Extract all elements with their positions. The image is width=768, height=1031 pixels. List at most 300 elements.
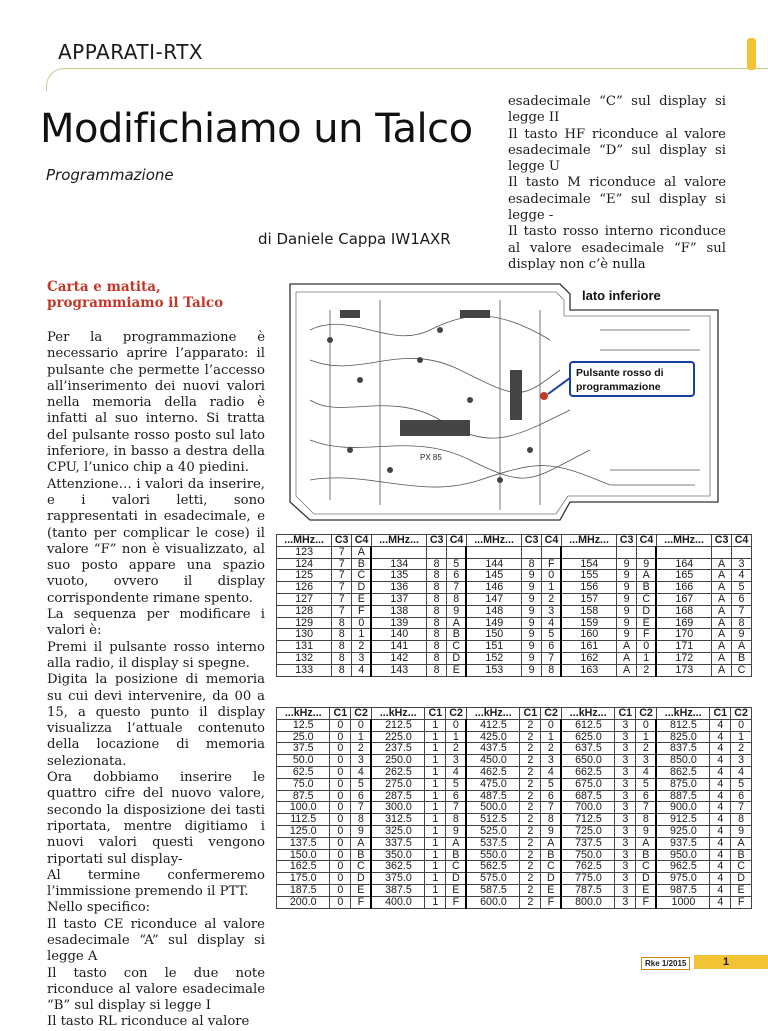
table-cell: C <box>731 861 752 873</box>
table-cell: 9 <box>522 629 542 641</box>
table-cell: 0 <box>330 814 351 826</box>
paragraph: Il tasto con le due note riconduce al valore esadecimale “B” sul display si legge I <box>47 965 265 1014</box>
table-cell: 0 <box>330 825 351 837</box>
table-cell <box>542 546 562 558</box>
table-cell: 262.5 <box>371 766 424 778</box>
table-cell: 4 <box>636 766 657 778</box>
table-cell: 7 <box>351 802 372 814</box>
table-cell: 1 <box>425 731 446 743</box>
table-cell: 8 <box>522 558 542 570</box>
table-cell: 3 <box>615 778 636 790</box>
table-header-row <box>277 535 752 547</box>
table-cell: 146 <box>466 582 521 594</box>
table-row <box>277 861 752 873</box>
table-cell: 1 <box>637 652 657 664</box>
table-cell: 937.5 <box>656 837 709 849</box>
table-cell: 387.5 <box>371 884 424 896</box>
table-cell: 787.5 <box>561 884 614 896</box>
table-cell: 1 <box>425 743 446 755</box>
table-cell: 7 <box>332 570 352 582</box>
table-cell: 3 <box>615 790 636 802</box>
table-cell: 5 <box>541 778 562 790</box>
table-cell: 5 <box>731 778 752 790</box>
table-cell: 8 <box>332 641 352 653</box>
table-cell: 1 <box>425 873 446 885</box>
paragraph: Nello specifico: <box>47 900 151 916</box>
table-cell: 3 <box>615 861 636 873</box>
table-cell: A <box>351 837 372 849</box>
table-cell: 9 <box>522 582 542 594</box>
article-title: Modifichiamo un Talco <box>40 106 473 152</box>
table-cell: D <box>447 652 467 664</box>
table-cell: F <box>352 605 372 617</box>
table-cell: 0 <box>330 884 351 896</box>
table-cell: 462.5 <box>466 766 519 778</box>
table-cell: C <box>352 570 372 582</box>
table-cell: 8 <box>427 582 447 594</box>
table-cell: 9 <box>617 582 637 594</box>
table-cell: 2 <box>520 814 541 826</box>
table-cell: C <box>541 861 562 873</box>
table-cell: 100.0 <box>277 802 330 814</box>
table-cell: 4 <box>541 766 562 778</box>
table-cell: 662.5 <box>561 766 614 778</box>
table-cell: 912.5 <box>656 814 709 826</box>
table-cell: A <box>636 837 657 849</box>
table-cell: 7 <box>731 802 752 814</box>
table-cell: 171 <box>656 641 711 653</box>
table-cell: B <box>732 652 752 664</box>
table-cell: F <box>637 629 657 641</box>
table-cell: 962.5 <box>656 861 709 873</box>
table-cell: 762.5 <box>561 861 614 873</box>
table-cell: 123 <box>277 546 332 558</box>
table-cell: 412.5 <box>466 719 519 731</box>
table-cell: 4 <box>710 873 731 885</box>
table-cell: 925.0 <box>656 825 709 837</box>
section-heading: Carta e matita, programmiamo il Talco <box>47 279 224 312</box>
table-cell: 7 <box>332 558 352 570</box>
table-cell: 9 <box>732 629 752 641</box>
table-cell: 3 <box>615 873 636 885</box>
section-label: APPARATI-RTX <box>58 40 204 64</box>
table-cell: 8 <box>427 605 447 617</box>
table-row <box>277 546 752 558</box>
table-cell: 8 <box>541 814 562 826</box>
table-cell: 0 <box>330 802 351 814</box>
paragraph: Ora dobbiamo inserire le quattro cifre del nuovo valore, secondo la disposizione dei tasti riportata, mentre digitiamo i nuovi valori questi vengono riportati sul display- <box>47 770 265 867</box>
table-cell: 0 <box>330 743 351 755</box>
paragraph: La sequenza per modificare i valori è: <box>47 607 265 639</box>
table-cell: 9 <box>617 558 637 570</box>
table-row <box>277 814 752 826</box>
table-cell: 166 <box>656 582 711 594</box>
table-cell: 9 <box>617 629 637 641</box>
table-row <box>277 790 752 802</box>
table-cell: 850.0 <box>656 755 709 767</box>
table-row <box>277 743 752 755</box>
table-cell: 3 <box>615 814 636 826</box>
table-row <box>277 755 752 767</box>
table-cell: 625.0 <box>561 731 614 743</box>
table-cell: D <box>541 873 562 885</box>
table-cell: 0 <box>330 837 351 849</box>
table-cell: 1 <box>425 837 446 849</box>
table-cell: 7 <box>732 605 752 617</box>
table-cell: 4 <box>710 731 731 743</box>
table-cell: 1 <box>636 731 657 743</box>
table-cell: 5 <box>732 582 752 594</box>
table-cell: 4 <box>710 861 731 873</box>
table-cell: A <box>617 664 637 676</box>
table-cell: 987.5 <box>656 884 709 896</box>
table-cell: 25.0 <box>277 731 330 743</box>
table-cell: 2 <box>351 743 372 755</box>
table-cell: 150 <box>466 629 521 641</box>
table-cell: 337.5 <box>371 837 424 849</box>
paragraph: Al termine confermeremo l’immissione premendo il PTT. <box>47 867 265 900</box>
table-cell: 350.0 <box>371 849 424 861</box>
table-cell: F <box>542 558 562 570</box>
table-cell: 8 <box>447 593 467 605</box>
table-cell: 8 <box>427 652 447 664</box>
svg-text:Pulsante rosso di: Pulsante rosso di <box>576 367 664 379</box>
table-cell: 125.0 <box>277 825 330 837</box>
table-cell: 4 <box>710 825 731 837</box>
table-row <box>277 652 752 664</box>
table-cell: 160 <box>561 629 616 641</box>
table-cell: 0 <box>330 790 351 802</box>
table-cell: 175.0 <box>277 873 330 885</box>
paragraph: Per la programmazione è necessario aprire l’apparato: il pulsante che permette l’accesso all’inserimento dei nuovi valori nella memoria della radio è infatti al suo interno. Si tratta del pulsante rosso posto sul lato inferiore, in basso a destra della CPU, l’unico chip a 40 piedini. <box>47 330 265 476</box>
table-cell: 2 <box>542 593 562 605</box>
table-cell: 600.0 <box>466 896 519 908</box>
table-cell: C <box>351 861 372 873</box>
red-button-marker <box>540 392 548 400</box>
table-cell: D <box>351 873 372 885</box>
table-cell: A <box>712 652 732 664</box>
table-cell: 2 <box>520 884 541 896</box>
table-cell: A <box>352 546 372 558</box>
table-cell: 650.0 <box>561 755 614 767</box>
table-cell: 325.0 <box>371 825 424 837</box>
table-cell: 4 <box>351 766 372 778</box>
table-cell: 562.5 <box>466 861 519 873</box>
column-header: C1 <box>710 708 731 720</box>
table-cell: 0 <box>330 731 351 743</box>
table-cell: 9 <box>522 570 542 582</box>
table-cell: 4 <box>710 849 731 861</box>
table-cell: F <box>731 896 752 908</box>
table-cell: 612.5 <box>561 719 614 731</box>
column-header: C1 <box>425 708 446 720</box>
table-cell: E <box>636 884 657 896</box>
table-cell: 158 <box>561 605 616 617</box>
table-cell: 0 <box>446 719 467 731</box>
table-cell: 135 <box>371 570 426 582</box>
table-cell: B <box>446 849 467 861</box>
table-row <box>277 766 752 778</box>
table-cell: 3 <box>615 896 636 908</box>
table-cell: A <box>712 558 732 570</box>
column-header: ...MHz... <box>561 535 616 547</box>
table-cell: E <box>541 884 562 896</box>
table-cell <box>656 546 711 558</box>
table-cell: 4 <box>710 743 731 755</box>
table-cell: 9 <box>522 617 542 629</box>
table-cell: 142 <box>371 652 426 664</box>
paragraph: Il tasto HF riconduce al valore esadecimale “D” sul display si legge U <box>508 126 726 175</box>
table-cell: 143 <box>371 664 426 676</box>
table-cell: 837.5 <box>656 743 709 755</box>
table-cell: 9 <box>522 664 542 676</box>
table-cell: A <box>617 641 637 653</box>
table-cell: B <box>636 849 657 861</box>
paragraph: Premi il pulsante rosso interno alla radio, il display si spegne. <box>47 639 265 671</box>
table-cell: 2 <box>520 873 541 885</box>
table-cell: 145 <box>466 570 521 582</box>
table-row <box>277 719 752 731</box>
table-cell: 2 <box>520 861 541 873</box>
table-cell: 8 <box>351 814 372 826</box>
table-cell: 8 <box>332 664 352 676</box>
table-cell: 1 <box>425 755 446 767</box>
table-cell: F <box>541 896 562 908</box>
table-row <box>277 837 752 849</box>
table-cell: 163 <box>561 664 616 676</box>
table-cell: 4 <box>710 837 731 849</box>
table-cell: 5 <box>542 629 562 641</box>
table-cell: 3 <box>615 731 636 743</box>
table-cell: 2 <box>520 825 541 837</box>
table-row <box>277 629 752 641</box>
table-cell: 425.0 <box>466 731 519 743</box>
table-cell: 0 <box>330 849 351 861</box>
table-cell: 3 <box>615 802 636 814</box>
table-cell: F <box>636 896 657 908</box>
table-cell: D <box>636 873 657 885</box>
table-cell: 500.0 <box>466 802 519 814</box>
table-cell: A <box>731 837 752 849</box>
table-cell: 312.5 <box>371 814 424 826</box>
table-cell: 5 <box>446 778 467 790</box>
table-cell: 1 <box>425 790 446 802</box>
issue-badge: Rke 1/2015 <box>641 957 690 970</box>
table-cell: A <box>712 605 732 617</box>
table-cell: 4 <box>446 766 467 778</box>
table-cell: 537.5 <box>466 837 519 849</box>
table-cell: A <box>541 837 562 849</box>
table-cell: B <box>447 629 467 641</box>
table-cell: 137 <box>371 593 426 605</box>
table-cell: 6 <box>351 790 372 802</box>
table-cell: 6 <box>732 593 752 605</box>
table-cell: 3 <box>615 825 636 837</box>
column-header: C3 <box>427 535 447 547</box>
table-cell: 1000 <box>656 896 709 908</box>
table-cell: 6 <box>447 570 467 582</box>
table-cell: 9 <box>447 605 467 617</box>
table-cell: 212.5 <box>371 719 424 731</box>
table-cell: 4 <box>710 778 731 790</box>
table-cell: 8 <box>427 558 447 570</box>
paragraph: Il tasto M riconduce al valore esadecimale “E” sul display si legge - <box>508 175 726 224</box>
table-cell: 3 <box>636 755 657 767</box>
table-cell: 127 <box>277 593 332 605</box>
table-cell <box>617 546 637 558</box>
table-cell: A <box>712 593 732 605</box>
table-cell: 1 <box>542 582 562 594</box>
table-cell: D <box>637 605 657 617</box>
table-cell: 3 <box>351 755 372 767</box>
table-cell: E <box>731 884 752 896</box>
table-cell: 512.5 <box>466 814 519 826</box>
table-cell: 9 <box>522 652 542 664</box>
table-cell: 8 <box>427 664 447 676</box>
table-cell: 140 <box>371 629 426 641</box>
table-row <box>277 884 752 896</box>
table-cell: 2 <box>636 743 657 755</box>
table-row <box>277 582 752 594</box>
table-cell: 1 <box>425 884 446 896</box>
column-header: ...kHz... <box>561 708 614 720</box>
table-cell: 136 <box>371 582 426 594</box>
column-header: C4 <box>447 535 467 547</box>
table-cell: 250.0 <box>371 755 424 767</box>
table-cell: 9 <box>617 605 637 617</box>
table-cell: C <box>637 593 657 605</box>
table-cell: 8 <box>731 814 752 826</box>
table-cell: D <box>446 873 467 885</box>
table-cell: 112.5 <box>277 814 330 826</box>
table-cell: 156 <box>561 582 616 594</box>
table-cell: 75.0 <box>277 778 330 790</box>
table-row <box>277 873 752 885</box>
table-cell: 134 <box>371 558 426 570</box>
table-cell: 275.0 <box>371 778 424 790</box>
table-cell: 169 <box>656 617 711 629</box>
table-cell: 187.5 <box>277 884 330 896</box>
table-cell: 1 <box>425 802 446 814</box>
table-cell: E <box>352 593 372 605</box>
table-cell: 1 <box>425 766 446 778</box>
table-cell: 9 <box>522 641 542 653</box>
section-rule <box>46 68 768 91</box>
table-cell: 9 <box>637 558 657 570</box>
section-color-tab <box>747 38 756 70</box>
photo-label: lato inferiore <box>582 288 661 303</box>
table-cell: 487.5 <box>466 790 519 802</box>
table-cell: F <box>351 896 372 908</box>
callout-arrow <box>548 378 570 394</box>
mhz-table <box>276 534 752 677</box>
table-cell: 9 <box>522 605 542 617</box>
table-row <box>277 778 752 790</box>
column-header: ...MHz... <box>371 535 426 547</box>
table-cell: 200.0 <box>277 896 330 908</box>
table-cell: 3 <box>615 884 636 896</box>
table-cell: 3 <box>352 652 372 664</box>
right-column-text <box>508 94 726 273</box>
table-cell: 62.5 <box>277 766 330 778</box>
table-cell: 4 <box>710 814 731 826</box>
table-cell: 3 <box>615 755 636 767</box>
table-cell: 4 <box>732 570 752 582</box>
table-cell: 124 <box>277 558 332 570</box>
table-cell: 7 <box>447 582 467 594</box>
table-cell: 173 <box>656 664 711 676</box>
table-cell: 37.5 <box>277 743 330 755</box>
table-cell: 2 <box>520 837 541 849</box>
table-row <box>277 617 752 629</box>
table-cell: 9 <box>446 825 467 837</box>
table-cell: 8 <box>427 617 447 629</box>
table-row <box>277 802 752 814</box>
table-cell: 150.0 <box>277 849 330 861</box>
table-cell: 8 <box>332 652 352 664</box>
table-cell: 7 <box>332 546 352 558</box>
table-cell: 7 <box>541 802 562 814</box>
table-cell: 4 <box>352 664 372 676</box>
table-cell: 2 <box>520 719 541 731</box>
table-cell: 6 <box>542 641 562 653</box>
column-header: C3 <box>522 535 542 547</box>
table-cell: 812.5 <box>656 719 709 731</box>
column-header: ...MHz... <box>466 535 521 547</box>
table-cell: 1 <box>425 719 446 731</box>
table-cell: 4 <box>710 755 731 767</box>
table-cell: B <box>352 558 372 570</box>
table-cell: C <box>732 664 752 676</box>
table-cell: 9 <box>522 593 542 605</box>
table-cell: A <box>637 570 657 582</box>
column-header: C4 <box>637 535 657 547</box>
table-cell: 157 <box>561 593 616 605</box>
table-cell: 155 <box>561 570 616 582</box>
table-cell: 2 <box>520 790 541 802</box>
table-cell: 362.5 <box>371 861 424 873</box>
table-cell: 0 <box>636 719 657 731</box>
table-cell <box>522 546 542 558</box>
column-header: ...kHz... <box>371 708 424 720</box>
column-header: C1 <box>615 708 636 720</box>
table-cell: 4 <box>710 884 731 896</box>
table-cell: 400.0 <box>371 896 424 908</box>
table-cell: 2 <box>520 802 541 814</box>
column-header: C2 <box>351 708 372 720</box>
table-cell: 0 <box>330 755 351 767</box>
table-cell: 5 <box>636 778 657 790</box>
table-cell: 2 <box>520 731 541 743</box>
table-cell: 4 <box>710 802 731 814</box>
table-cell: 2 <box>520 766 541 778</box>
table-cell: 950.0 <box>656 849 709 861</box>
table-cell: 862.5 <box>656 766 709 778</box>
table-cell: 4 <box>710 766 731 778</box>
paragraph: Il tasto CE riconduce al valore esadecimale “A” sul display si legge A <box>47 916 265 965</box>
left-column-text <box>47 330 265 1031</box>
table-cell: 139 <box>371 617 426 629</box>
table-cell: 975.0 <box>656 873 709 885</box>
table-cell: 712.5 <box>561 814 614 826</box>
table-cell: 165 <box>656 570 711 582</box>
table-cell: B <box>637 582 657 594</box>
table-cell: 8 <box>427 641 447 653</box>
column-header: C4 <box>352 535 372 547</box>
table-cell: A <box>732 641 752 653</box>
table-row <box>277 641 752 653</box>
table-cell: 1 <box>351 731 372 743</box>
